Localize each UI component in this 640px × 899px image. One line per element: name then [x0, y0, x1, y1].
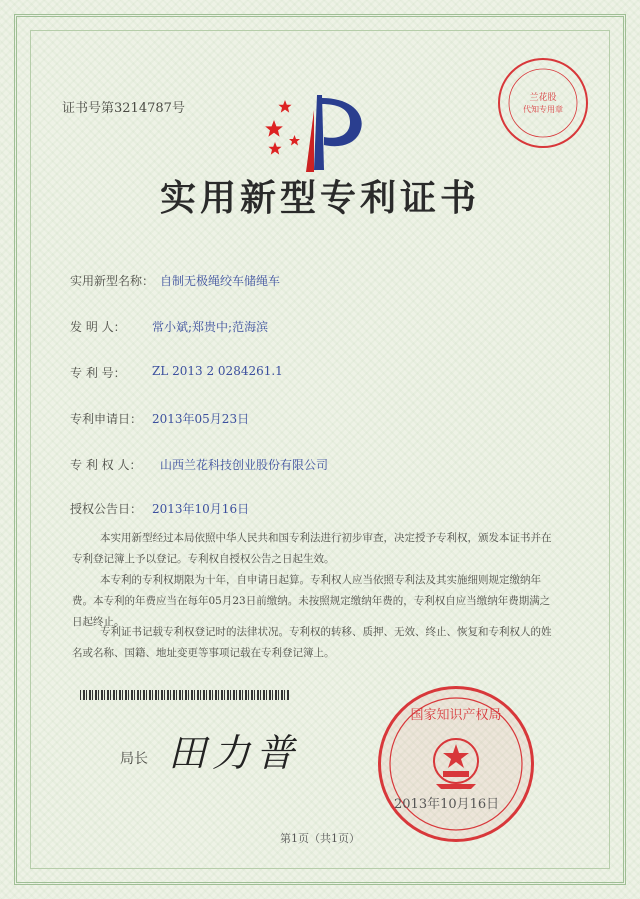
page-footer: 第1页（共1页）	[280, 832, 360, 845]
field-name-value: 自制无极绳绞车储绳车	[160, 274, 281, 288]
field-name-label: 实用新型名称：	[70, 274, 155, 288]
field-patent-number-value: ZL 2013 2 0284261.1	[152, 364, 283, 378]
agency-stamp	[498, 58, 588, 148]
paragraph-register: 专利证书记载专利权登记时的法律状况。专利权的转移、质押、无效、终止、恢复和专利权人的姓名或名称、国籍、地址变更等事项记载在专利登记簿上。	[72, 626, 552, 659]
field-patentee-value: 山西兰花科技创业股份有限公司	[160, 458, 329, 472]
paragraph-term: 本专利的专利权期限为十年，自申请日起算。专利权人应当依照专利法及其实施细则规定缴纳年费。本专利的年费应当在每年05月23日前缴纳。未按照规定缴纳年费的，专利权自应当缴纳年费期满之日起终止。	[72, 574, 551, 628]
national-ipo-seal	[378, 686, 534, 842]
patent-office-logo	[262, 90, 382, 180]
field-grant-date-label: 授权公告日：	[70, 502, 143, 516]
stamp-line-1: 兰花股	[529, 93, 557, 103]
field-filing-date-value: 2013年05月23日	[152, 412, 250, 426]
agency-stamp-graphic	[500, 60, 586, 146]
field-inventor-value: 常小斌;郑贵中;范海滨	[152, 320, 269, 334]
issue-date: 2013年10月16日	[394, 797, 500, 812]
field-patent-number-label: 专 利 号：	[70, 366, 126, 380]
document-title: 实用新型专利证书	[159, 177, 480, 219]
national-emblem-graphic	[381, 689, 531, 839]
stamp-line-2: 代知专用章	[523, 105, 563, 114]
field-grant-date-value: 2013年10月16日	[152, 502, 250, 516]
field-inventor-label: 发 明 人：	[70, 320, 126, 334]
director-label: 局长	[120, 751, 148, 767]
field-filing-date-label: 专利申请日：	[70, 412, 143, 426]
director-signature: 田力普	[168, 731, 301, 775]
barcode	[80, 690, 290, 700]
paragraph-grant: 本实用新型经过本局依照中华人民共和国专利法进行初步审查，决定授予专利权，颁发本证书并在专利登记簿上予以登记。专利权自授权公告之日起生效。	[72, 532, 552, 565]
certificate-number: 证书号第3214787号	[62, 101, 185, 116]
field-patentee-label: 专 利 权 人：	[70, 458, 142, 472]
seal-lettering: 国家知识产权局	[410, 708, 502, 723]
